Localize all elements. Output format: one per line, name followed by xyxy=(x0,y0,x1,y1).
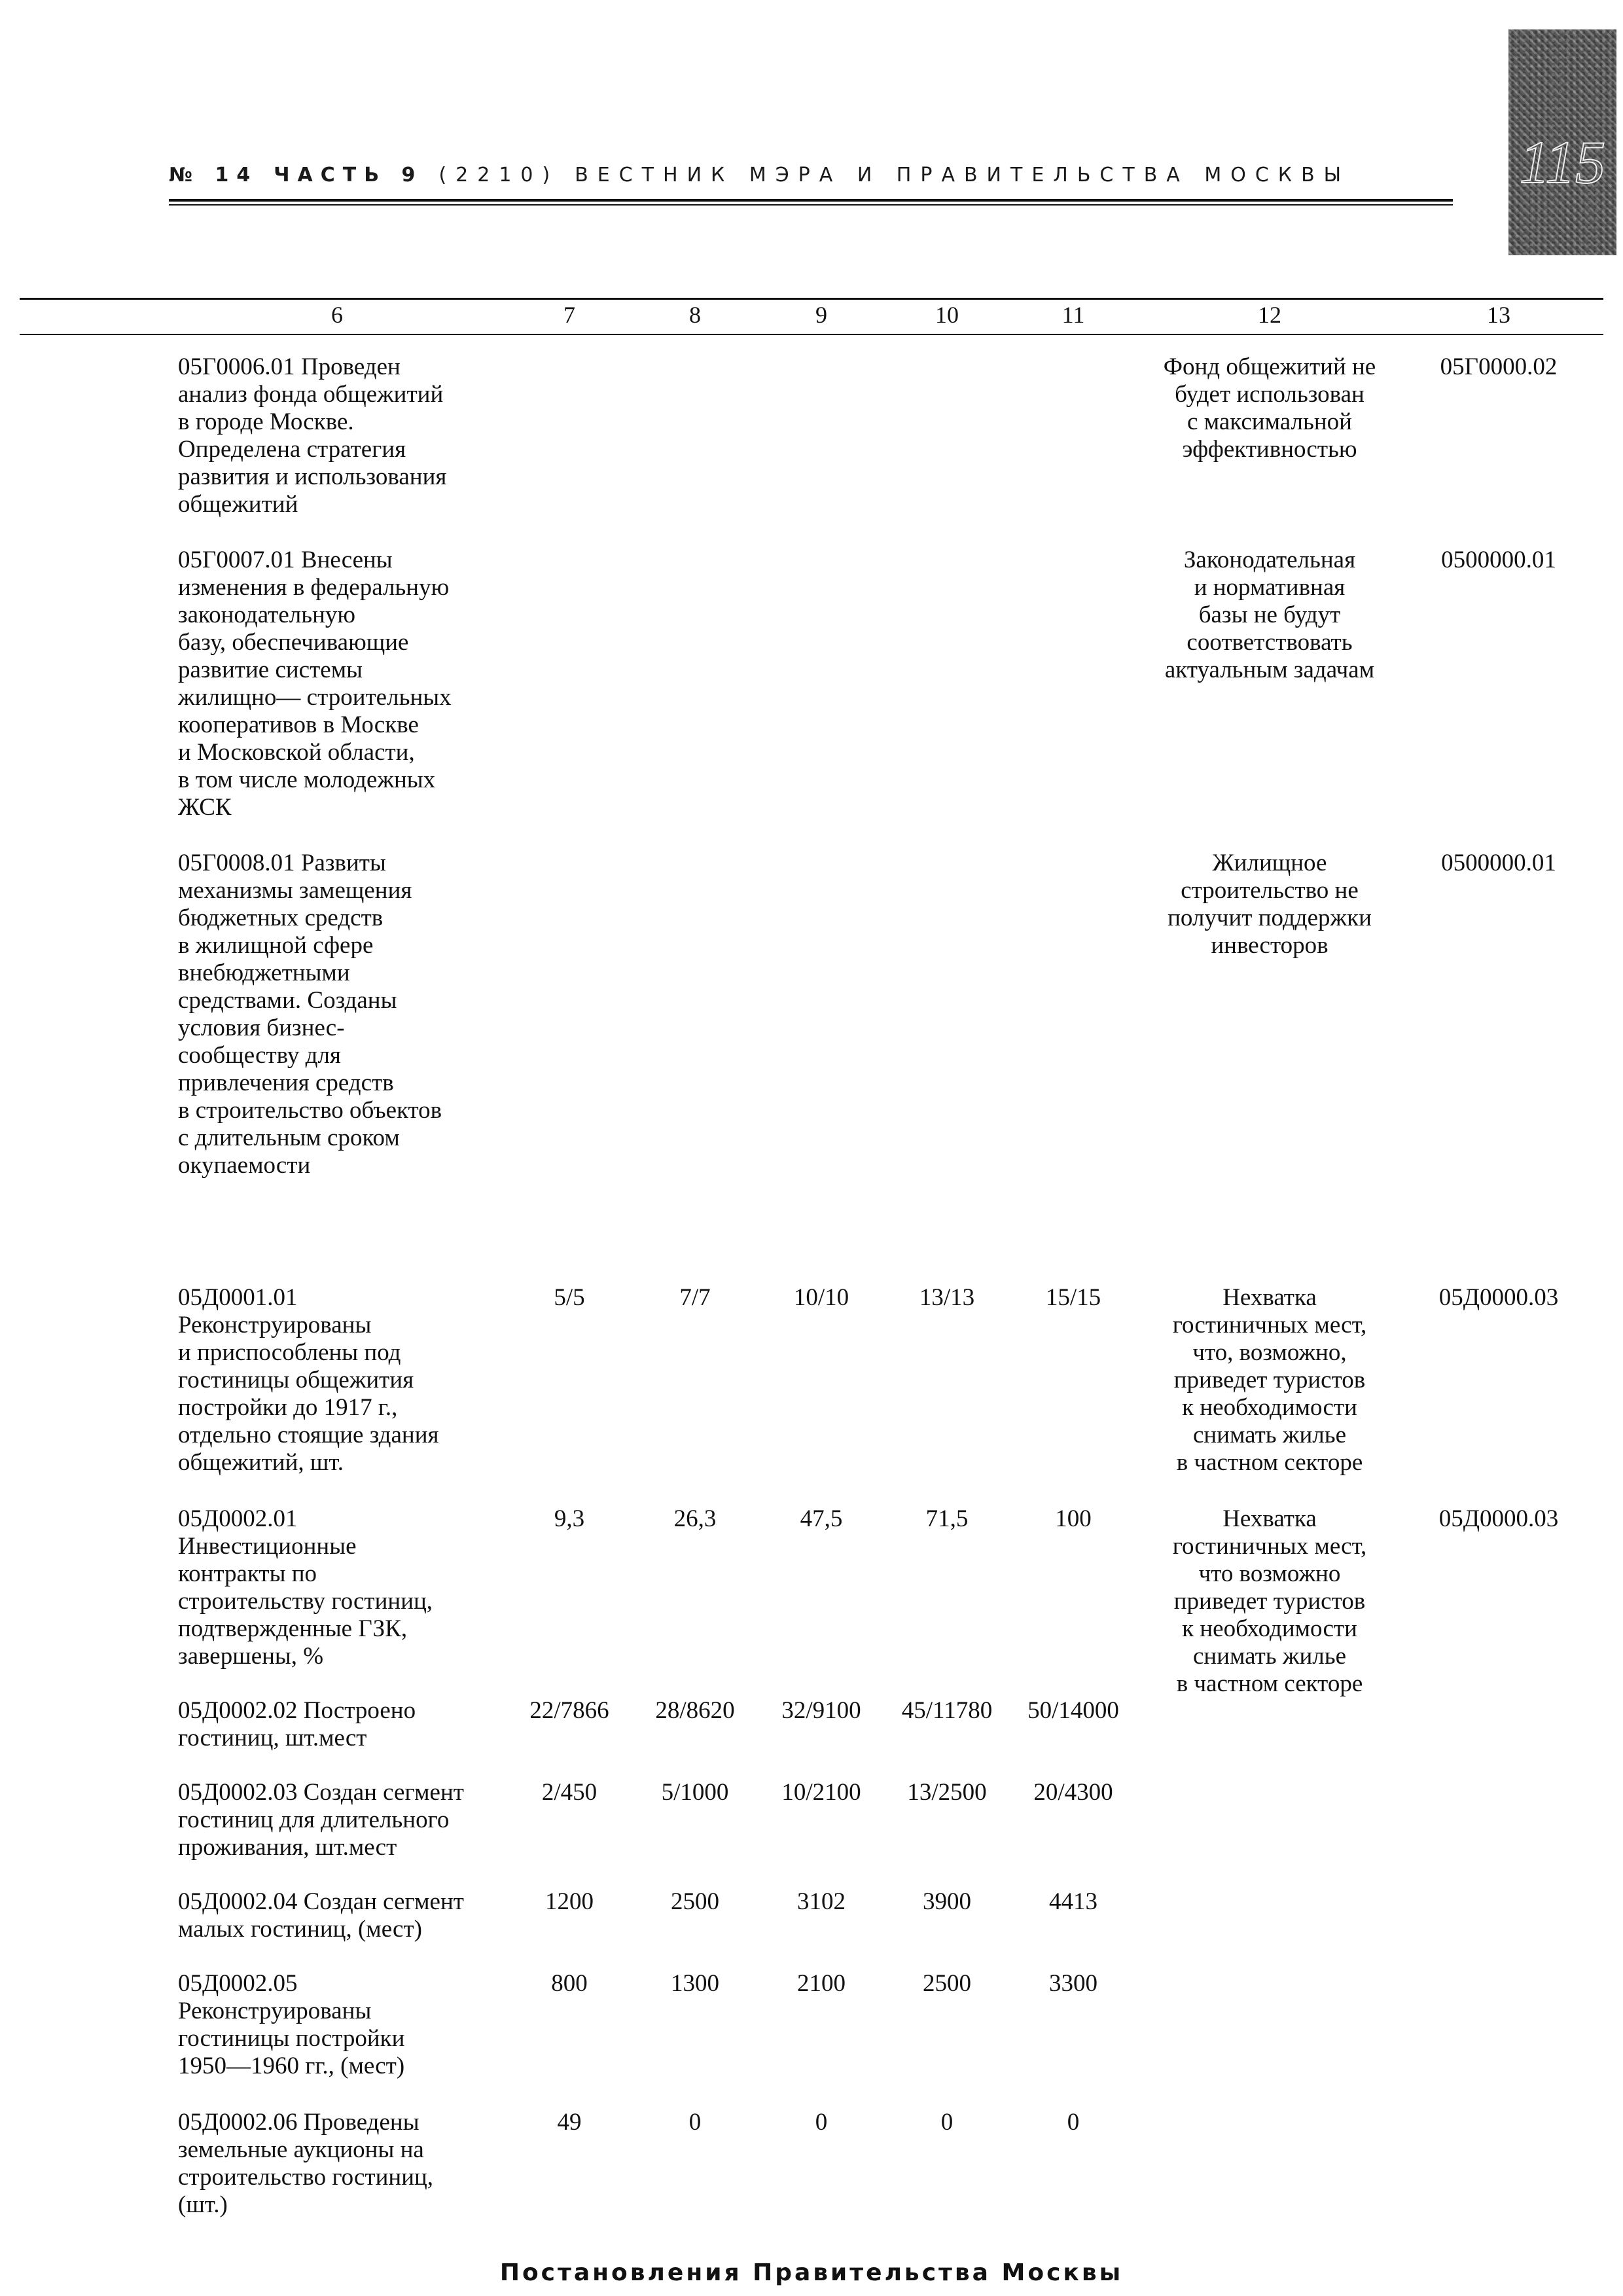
row-risk: Нехватка гостиничных мест, что, возможно, приведет туристов к необходимости снимать жилье в частном секторе xyxy=(1172,1284,1367,1476)
row-code: 0500000.01 xyxy=(1441,547,1556,573)
row-value-col-7: 22/7866 xyxy=(529,1697,609,1724)
row-value-col-8: 5/1000 xyxy=(661,1779,729,1806)
row-description: 05Д0001.01 Реконструированы и приспособлены под гостиницы общежития постройки до 1917 г., отдельно стоящие здания общежитий, шт. xyxy=(178,1284,439,1476)
header-rule-thin xyxy=(169,204,1453,206)
row-value-col-7: 1200 xyxy=(545,1888,594,1915)
row-code: 0500000.01 xyxy=(1441,850,1556,876)
row-value-col-10: 0 xyxy=(940,2109,954,2136)
column-header-13: 13 xyxy=(1487,302,1510,328)
column-header-7: 7 xyxy=(563,302,575,328)
row-risk: Законодательная и нормативная базы не будут соответствовать актуальным задачам xyxy=(1164,547,1375,683)
row-value-col-8: 26,3 xyxy=(673,1505,717,1532)
row-code: 05Д0000.03 xyxy=(1438,1505,1559,1532)
row-description: 05Д0002.02 Построено гостиниц, шт.мест xyxy=(178,1697,416,1751)
row-description: 05Д0002.06 Проведены земельные аукционы на строительство гостиниц, (шт.) xyxy=(178,2109,434,2218)
issue-total: (2210) xyxy=(438,164,560,187)
row-value-col-11: 15/15 xyxy=(1045,1284,1101,1311)
row-value-col-8: 28/8620 xyxy=(655,1697,735,1724)
row-value-col-9: 3102 xyxy=(797,1888,846,1915)
header-rule xyxy=(169,199,1453,202)
row-risk: Жилищное строительство не получит поддержки инвесторов xyxy=(1168,850,1372,959)
row-description: 05Г0006.01 Проведен анализ фонда общежитий в городе Москве. Определена стратегия развития и использования общежитий xyxy=(178,353,447,518)
row-value-col-7: 800 xyxy=(551,1970,588,1997)
page-number-tab xyxy=(1508,29,1616,255)
row-value-col-10: 3900 xyxy=(923,1888,971,1915)
column-header-8: 8 xyxy=(689,302,701,328)
row-description: 05Д0002.05 Реконструированы гостиницы постройки 1950—1960 гг., (мест) xyxy=(178,1970,405,2079)
row-value-col-9: 2100 xyxy=(797,1970,846,1997)
row-value-col-11: 4413 xyxy=(1049,1888,1097,1915)
row-value-col-7: 5/5 xyxy=(554,1284,585,1311)
row-value-col-7: 49 xyxy=(557,2109,582,2136)
column-header-6: 6 xyxy=(331,302,343,328)
table-header-rule xyxy=(20,334,1603,335)
row-value-col-9: 10/2100 xyxy=(781,1779,861,1806)
row-value-col-8: 7/7 xyxy=(679,1284,711,1311)
column-header-12: 12 xyxy=(1258,302,1281,328)
column-header-11: 11 xyxy=(1061,302,1085,328)
row-value-col-10: 2500 xyxy=(923,1970,971,1997)
row-value-col-7: 9,3 xyxy=(554,1505,585,1532)
column-header-10: 10 xyxy=(935,302,959,328)
page-footer: Постановления Правительства Москвы xyxy=(499,2259,1124,2286)
row-value-col-11: 100 xyxy=(1055,1505,1092,1532)
row-code: 05Г0000.02 xyxy=(1440,353,1558,380)
row-value-col-10: 45/11780 xyxy=(901,1697,993,1724)
issue-part: ЧАСТЬ 9 xyxy=(274,164,423,187)
row-description: 05Д0002.03 Создан сегмент гостиниц для длительного проживания, шт.мест xyxy=(178,1779,464,1861)
row-description: 05Г0007.01 Внесены изменения в федеральную законодательную базу, обеспечивающие развитие системы жилищно— строительных кооперативов в Москве и Московской области, в том числе молодежных ЖСК xyxy=(178,547,452,821)
row-value-col-7: 2/450 xyxy=(541,1779,597,1806)
row-value-col-9: 32/9100 xyxy=(781,1697,861,1724)
publication-title: ВЕСТНИК МЭРА И ПРАВИТЕЛЬСТВА МОСКВЫ xyxy=(575,164,1351,187)
row-value-col-11: 3300 xyxy=(1049,1970,1097,1997)
row-description: 05Д0002.04 Создан сегмент малых гостиниц, (мест) xyxy=(178,1888,464,1943)
row-value-col-8: 2500 xyxy=(671,1888,719,1915)
page-header xyxy=(169,164,1452,187)
row-value-col-8: 1300 xyxy=(671,1970,719,1997)
row-value-col-9: 0 xyxy=(815,2109,828,2136)
row-value-col-11: 20/4300 xyxy=(1033,1779,1113,1806)
row-value-col-11: 50/14000 xyxy=(1027,1697,1119,1724)
row-value-col-8: 0 xyxy=(688,2109,702,2136)
row-value-col-11: 0 xyxy=(1067,2109,1080,2136)
row-description: 05Д0002.01 Инвестиционные контракты по строительству гостиниц, подтвержденные ГЗК, завершены, % xyxy=(178,1505,433,1670)
page-number: 115 xyxy=(1519,129,1606,196)
table-top-rule xyxy=(20,298,1603,300)
row-description: 05Г0008.01 Развиты механизмы замещения бюджетных средств в жилищной сфере внебюджетными средствами. Созданы условия бизнес- сообществу для привлечения средств в строительство объектов с длительным сроком окупаемости xyxy=(178,850,442,1179)
row-code: 05Д0000.03 xyxy=(1438,1284,1559,1311)
row-risk: Фонд общежитий не будет использован с максимальной эффективностью xyxy=(1163,353,1376,463)
column-header-9: 9 xyxy=(815,302,827,328)
issue-number: № 14 xyxy=(169,164,259,187)
row-value-col-10: 13/2500 xyxy=(907,1779,987,1806)
row-value-col-10: 13/13 xyxy=(919,1284,975,1311)
row-value-col-9: 47,5 xyxy=(800,1505,843,1532)
row-value-col-9: 10/10 xyxy=(793,1284,849,1311)
row-risk: Нехватка гостиничных мест, что возможно приведет туристов к необходимости снимать жилье в частном секторе xyxy=(1172,1505,1367,1697)
row-value-col-10: 71,5 xyxy=(925,1505,969,1532)
